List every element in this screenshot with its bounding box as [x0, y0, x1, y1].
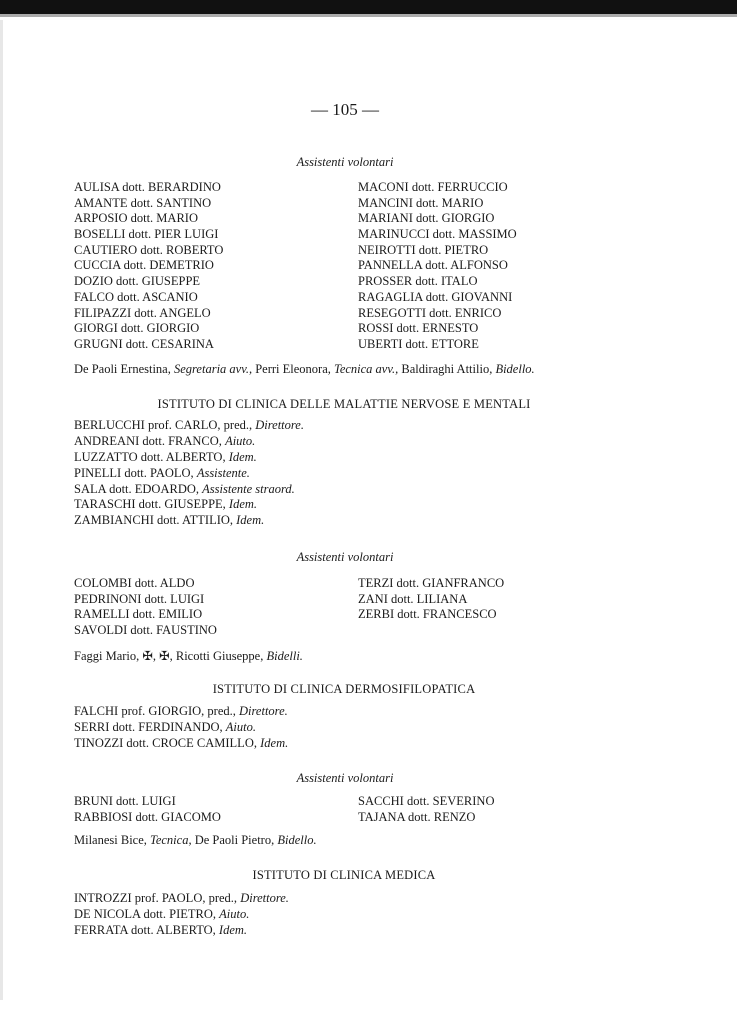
member-role: Idem. [236, 513, 265, 528]
staff-role: Tecnica, [150, 833, 192, 847]
section2-right-column [358, 576, 504, 623]
staff-role: Bidelli. [266, 649, 303, 663]
list-item: ARPOSIO dott. MARIO [74, 211, 198, 226]
member-role: Aiuto. [219, 906, 250, 921]
list-item: COLOMBI dott. ALDO [74, 576, 195, 590]
section2-staff-line [74, 648, 303, 664]
section1-staff-line [74, 362, 535, 377]
list-item: ZERBI dott. FRANCESCO [358, 607, 497, 622]
section3-staff-line [74, 833, 317, 848]
list-item: TERZI dott. GIANFRANCO [358, 576, 505, 590]
list-item: UBERTI dott. ETTORE [358, 336, 479, 351]
list-item: GIORGI dott. GIORGIO [74, 321, 200, 336]
member-role: Direttore. [239, 704, 288, 718]
list-item [74, 704, 288, 720]
staff-role: Segretaria avv., [173, 362, 253, 376]
list-item [74, 418, 304, 434]
staff-name: De Paoli Pietro, [191, 833, 278, 847]
list-item: FALCO dott. ASCANIO [74, 289, 198, 304]
list-item: SAVOLDI dott. FAUSTINO [74, 623, 217, 638]
section1-subtitle: Assistenti volontari [296, 155, 394, 169]
list-item: DOZIO dott. GIUSEPPE [74, 274, 201, 289]
list-item: CUCCIA dott. DEMETRIO [74, 258, 214, 273]
section2-title: ISTITUTO DI CLINICA DELLE MALATTIE NERVOSE E MENTALI [157, 397, 531, 411]
list-item: RAGAGLIA dott. GIOVANNI [358, 289, 513, 304]
member-name: FALCHI prof. GIORGIO, pred., [74, 704, 240, 718]
list-item [74, 497, 304, 513]
list-item: SACCHI dott. SEVERINO [358, 794, 495, 808]
staff-name: Faggi Mario, [74, 649, 143, 663]
list-item [74, 923, 289, 939]
member-name: TINOZZI dott. CROCE CAMILLO, [74, 735, 261, 750]
list-item: PANNELLA dott. ALFONSO [358, 258, 508, 273]
member-role: Idem. [260, 735, 289, 750]
list-item: MARIANI dott. GIORGIO [358, 211, 495, 226]
section1-left-column [74, 180, 223, 353]
list-item: GRUGNI dott. CESARINA [74, 336, 214, 351]
list-item [74, 450, 304, 466]
member-role: Idem. [228, 449, 257, 464]
list-item: ROSSI dott. ERNESTO [358, 321, 479, 336]
list-item: RABBIOSI dott. GIACOMO [74, 809, 221, 824]
list-item [74, 891, 289, 907]
list-item: AULISA dott. BERARDINO [74, 180, 221, 194]
section4-title: ISTITUTO DI CLINICA MEDICA [252, 868, 436, 882]
list-item: BOSELLI dott. PIER LUIGI [74, 227, 219, 242]
list-item: TAJANA dott. RENZO [358, 809, 476, 824]
section2-left-column [74, 576, 217, 639]
section1-right-column [358, 180, 517, 353]
member-name: SALA dott. EDOARDO, [74, 481, 203, 496]
member-role: Aiuto. [225, 433, 256, 448]
section2-subtitle: Assistenti volontari [296, 550, 394, 564]
member-name: INTROZZI prof. PAOLO, pred., [74, 891, 241, 905]
staff-name: Perri Eleonora, [252, 362, 335, 376]
member-name: TARASCHI dott. GIUSEPPE, [74, 497, 229, 512]
decoration-cross-icon: ✠, ✠ [142, 649, 170, 663]
staff-name: De Paoli Ernestina, [74, 362, 174, 376]
staff-role: Bidello. [277, 833, 317, 847]
member-name: FERRATA dott. ALBERTO, [74, 922, 219, 937]
scan-top-border [0, 0, 737, 14]
member-role: Idem. [218, 922, 248, 937]
section3-title: ISTITUTO DI CLINICA DERMOSIFILOPATICA [212, 682, 476, 696]
scan-top-shadow [0, 14, 737, 17]
staff-role: Tecnica avv., [334, 362, 399, 376]
member-name: BERLUCCHI prof. CARLO, pred., [74, 418, 256, 432]
staff-role: Bidello. [495, 362, 535, 376]
member-name: ANDREANI dott. FRANCO, [74, 433, 226, 448]
member-role: Assistente. [196, 465, 250, 480]
member-role: Idem. [228, 497, 258, 512]
section3-subtitle: Assistenti volontari [296, 771, 394, 785]
member-name: LUZZATTO dott. ALBERTO, [74, 449, 229, 464]
list-item: PROSSER dott. ITALO [358, 274, 478, 289]
list-item: MACONI dott. FERRUCCIO [358, 180, 508, 194]
list-item [74, 720, 288, 736]
section4-members [74, 891, 289, 939]
list-item: PEDRINONI dott. LUIGI [74, 591, 205, 606]
list-item: CAUTIERO dott. ROBERTO [74, 242, 224, 257]
list-item: RESEGOTTI dott. ENRICO [358, 305, 502, 320]
list-item [74, 513, 304, 529]
member-role: Direttore. [240, 891, 289, 905]
page-number: — 105 — [311, 100, 379, 119]
list-item: RAMELLI dott. EMILIO [74, 607, 203, 622]
member-name: PINELLI dott. PAOLO, [74, 465, 197, 480]
member-name: ZAMBIANCHI dott. ATTILIO, [74, 513, 237, 528]
staff-name: Baldiraghi Attilio, [398, 362, 496, 376]
list-item: ZANI dott. LILIANA [358, 591, 468, 606]
list-item: MANCINI dott. MARIO [358, 195, 484, 210]
list-item [74, 736, 288, 752]
list-item: AMANTE dott. SANTINO [74, 195, 212, 210]
section3-members [74, 704, 288, 752]
section3-right-column [358, 794, 494, 825]
list-item: NEIROTTI dott. PIETRO [358, 242, 489, 257]
list-item [74, 907, 289, 923]
section2-members [74, 418, 304, 529]
member-role: Aiuto. [225, 719, 256, 734]
staff-name: Milanesi Bice, [74, 833, 151, 847]
section3-left-column [74, 794, 221, 825]
list-item [74, 466, 304, 482]
member-role: Direttore. [255, 418, 304, 432]
list-item: FILIPAZZI dott. ANGELO [74, 305, 211, 320]
list-item: MARINUCCI dott. MASSIMO [358, 227, 517, 242]
list-item: BRUNI dott. LUIGI [74, 794, 176, 808]
member-role: Assistente straord. [202, 481, 295, 496]
list-item [74, 434, 304, 450]
list-item [74, 482, 304, 498]
member-name: SERRI dott. FERDINANDO, [74, 719, 226, 734]
member-name: DE NICOLA dott. PIETRO, [74, 906, 220, 921]
staff-name: , Ricotti Giuseppe, [169, 649, 267, 663]
